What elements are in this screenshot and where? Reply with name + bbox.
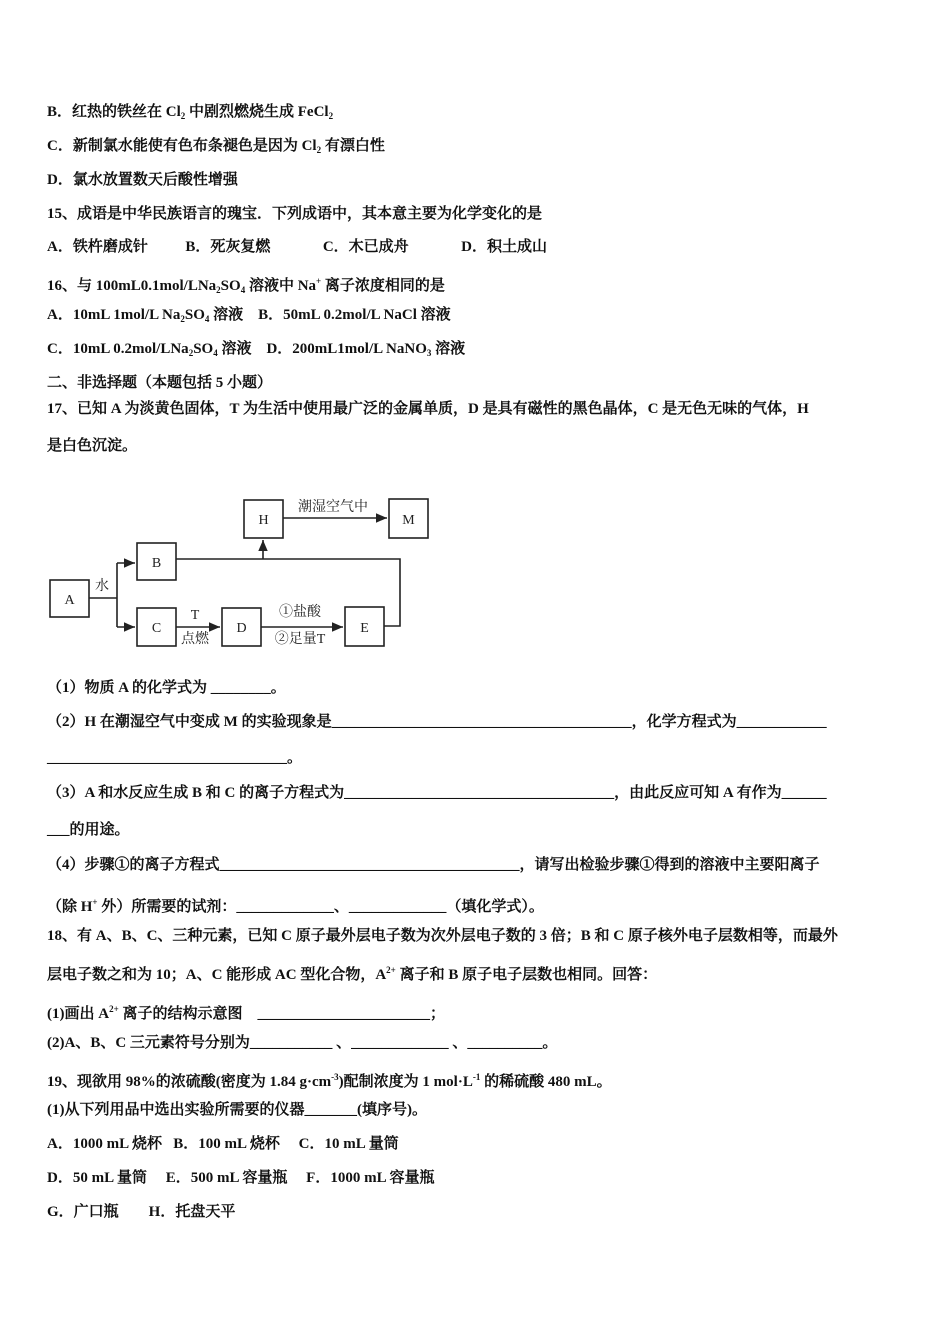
text-segment: 溶液中 Na — [245, 278, 317, 294]
label-b: B — [151, 556, 162, 571]
text-segment: 二、非选择题（本题包括 5 小题） — [47, 375, 273, 391]
text-segment: （1）物质 A 的化学式为 ________。 — [47, 680, 286, 696]
text-segment: 中剧烈燃烧生成 FeCl — [185, 104, 329, 120]
text-segment: D．50 mL 量筒 E．500 mL 容量瓶 F．1000 mL 容量瓶 — [47, 1170, 435, 1186]
text-segment: G．广口瓶 H．托盘天平 — [47, 1204, 236, 1220]
text-segment: 是白色沉淀。 — [47, 438, 138, 454]
subscript: 2 — [328, 111, 334, 121]
text-segment: (2)A、B、C 三元素符号分别为___________ 、_____________ 、__________。 — [47, 1035, 558, 1051]
text-segment: （3）A 和水反应生成 B 和 C 的离子方程式为____________________________________，由此反应可知 A 有作为______ — [47, 785, 827, 801]
arrow-a-branch — [89, 563, 117, 627]
superscript: + — [316, 276, 322, 286]
text-segment: 层电子数之和为 10；A、C 能形成 AC 型化合物，A — [47, 967, 387, 983]
text-segment: ________________________________。 — [47, 750, 303, 766]
superscript: -3 — [331, 1072, 339, 1082]
subscript: 4 — [213, 348, 218, 358]
subscript: 4 — [240, 285, 246, 295]
superscript: -1 — [472, 1072, 481, 1082]
label-water: 水 — [95, 579, 109, 594]
label-m: M — [402, 513, 415, 528]
text-segment: 溶液 B．50mL 0.2mol/L NaCl 溶液 — [209, 307, 451, 323]
label-c: C — [151, 621, 162, 636]
text-segment: （4）步骤①的离子方程式________________________________________，请写出检验步骤①得到的溶液中主要阳离子 — [47, 857, 820, 873]
text-segment: 溶液 D．200mL1mol/L NaNO — [217, 341, 427, 357]
text-segment: 外）所需要的试剂：_____________、_____________（填化学式）。 — [97, 899, 544, 915]
text-segment: SO — [220, 278, 241, 294]
text-segment: C．10mL 0.2mol/LNa — [47, 341, 189, 357]
label-a: A — [64, 593, 75, 608]
text-segment: （除 H — [47, 899, 93, 915]
text-segment: 19、现欲用 98%的浓硫酸(密度为 1.84 g·cm — [47, 1074, 332, 1090]
text-segment: 的稀硫酸 480 mL。 — [480, 1074, 612, 1090]
label-hcl: ①盐酸 — [279, 605, 321, 620]
label-d: D — [236, 621, 247, 636]
subscript: 4 — [204, 314, 210, 324]
subscript: 2 — [216, 285, 221, 295]
text-segment: SO — [184, 307, 205, 323]
superscript: 2+ — [386, 965, 396, 975]
text-segment: 离子和 B 原子电子层数也相同。回答： — [395, 967, 658, 983]
superscript: + — [92, 897, 98, 907]
label-e: E — [360, 621, 369, 636]
text-segment: )配制浓度为 1 mol·L — [338, 1074, 473, 1090]
superscript: 2+ — [109, 1004, 119, 1014]
text-segment: C．新制氯水能使有色布条褪色是因为 Cl — [47, 138, 317, 154]
text-segment: A．铁杵磨成针 B．死灰复燃 C．木已成舟 D．积土成山 — [47, 239, 548, 255]
subscript: 3 — [426, 348, 432, 358]
text-segment: 17、已知 A 为淡黄色固体，T 为生活中使用最广泛的金属单质，D 是具有磁性的黑色晶体，C 是无色无味的气体，H — [47, 401, 809, 417]
label-h: H — [258, 513, 269, 528]
text-segment: (1)画出 A — [47, 1006, 110, 1022]
text-segment: （2）H 在潮湿空气中变成 M 的实验现象是________________________________________，化学方程式为____________ — [47, 714, 827, 730]
label-excess-t: ②足量T — [274, 632, 326, 647]
text-segment: 溶液 — [431, 341, 466, 357]
subscript: 2 — [188, 348, 194, 358]
subscript: 2 — [180, 111, 186, 121]
text-segment: SO — [193, 341, 214, 357]
text-segment: A．1000 mL 烧杯 B．100 mL 烧杯 C．10 mL 量筒 — [47, 1136, 399, 1152]
text-segment: B．红热的铁丝在 Cl — [47, 104, 181, 120]
text-segment: 18、有 A、B、C、三种元素，已知 C 原子最外层电子数为次外层电子数的 3 倍；B 和 C 原子核外电子层数相等，而最外 — [47, 928, 838, 944]
label-t: T — [190, 608, 200, 623]
subscript: 2 — [180, 314, 185, 324]
text-segment: 离子的结构示意图 _______________________； — [118, 1006, 445, 1022]
subscript: 2 — [316, 145, 322, 155]
text-segment: 有漂白性 — [321, 138, 385, 154]
label-moist-air: 潮湿空气中 — [298, 500, 368, 515]
label-ignite: 点燃 — [181, 632, 209, 647]
text-segment: 15、成语是中华民族语言的瑰宝．下列成语中，其本意主要为化学变化的是 — [47, 206, 543, 222]
text-segment: 离子浓度相同的是 — [321, 278, 445, 294]
text-segment: (1)从下列用品中选出实验所需要的仪器_______(填序号)。 — [47, 1102, 427, 1118]
text-segment: D．氯水放置数天后酸性增强 — [47, 172, 238, 188]
text-segment: 16、与 100mL0.1mol/LNa — [47, 278, 217, 294]
text-segment: A．10mL 1mol/L Na — [47, 307, 181, 323]
text-segment: ___的用途。 — [47, 822, 130, 838]
